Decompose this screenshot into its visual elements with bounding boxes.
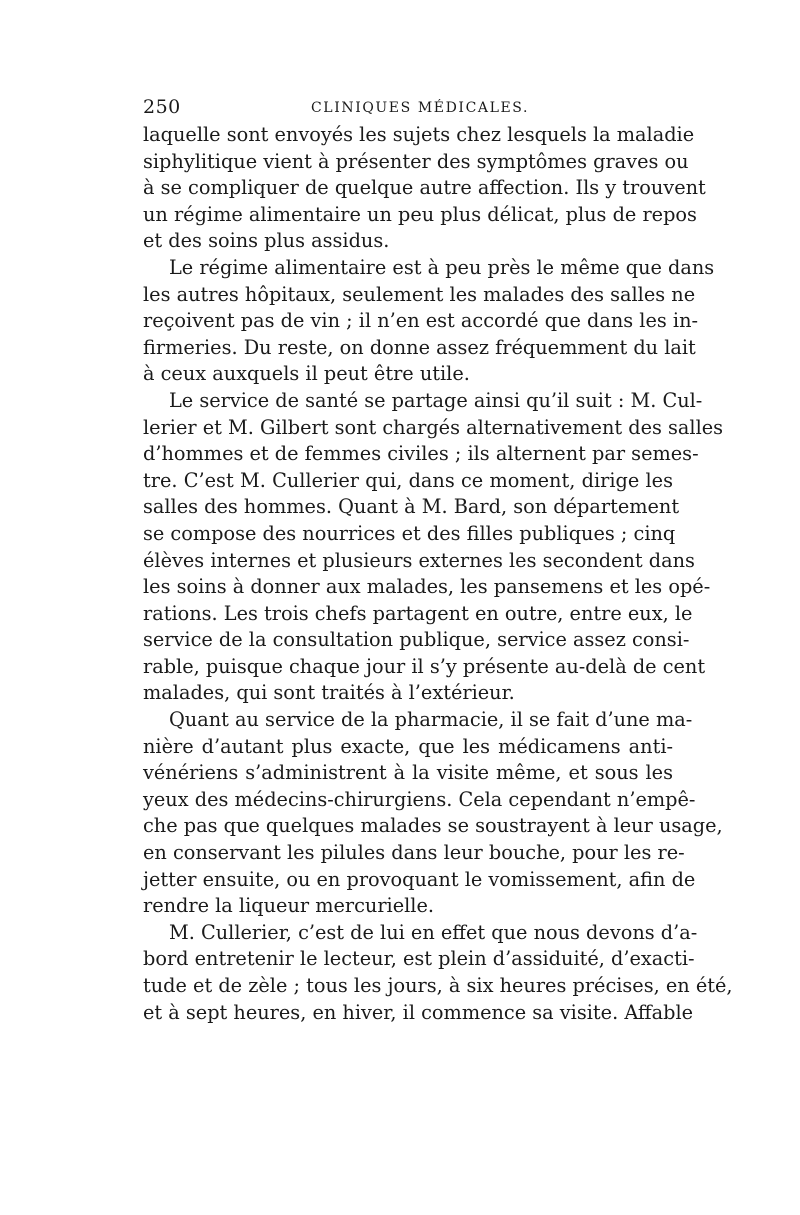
text-line: à se compliquer de quelque autre affection. Ils y trouvent <box>143 176 706 200</box>
text-line: tre. C’est M. Cullerier qui, dans ce moment, dirige les <box>143 468 673 492</box>
text-line: Le régime alimentaire est à peu près le même que dans <box>169 255 715 279</box>
text-line: rendre la liqueur mercurielle. <box>143 894 434 918</box>
text-line: Le service de santé se partage ainsi qu’il suit : M. Cul- <box>169 388 703 412</box>
text-line: et des soins plus assidus. <box>143 229 390 253</box>
text-line: salles des hommes. Quant à M. Bard, son département <box>143 495 680 519</box>
text-line: yeux des médecins-chirurgiens. Cela cependant n’empê- <box>143 787 696 811</box>
paragraph <box>143 255 715 388</box>
text-line: se compose des nourrices et des filles publiques ; cinq <box>143 521 676 545</box>
text-line: service de la consultation publique, service assez consi- <box>143 628 690 652</box>
text-line: rable, puisque chaque jour il s’y présente au-delà de cent <box>143 654 706 678</box>
text-line: Quant au service de la pharmacie, il se fait d’une ma- <box>169 708 693 732</box>
paragraph <box>143 122 706 255</box>
text-line: jetter ensuite, ou en provoquant le vomissement, afin de <box>143 867 696 891</box>
text-line: et à sept heures, en hiver, il commence sa visite. Affable <box>143 1000 694 1024</box>
page-number: 250 <box>143 96 181 118</box>
running-title: CLINIQUES MÉDICALES. <box>311 100 530 116</box>
text-line: rations. Les trois chefs partagent en outre, entre eux, le <box>143 601 693 625</box>
text-line: en conservant les pilules dans leur bouche, pour les re- <box>143 841 685 865</box>
text-line: lerier et M. Gilbert sont chargés alternativement des salles <box>143 415 724 439</box>
paragraph <box>143 707 723 920</box>
paragraph <box>143 388 724 707</box>
book-page <box>143 92 733 1026</box>
text-line: nière d’autant plus exacte, que les médicamens anti- <box>143 734 673 758</box>
text-line: malades, qui sont traités à l’extérieur. <box>143 681 515 705</box>
paragraph <box>143 920 733 1026</box>
text-line: d’hommes et de femmes civiles ; ils alternent par semes- <box>143 442 699 466</box>
text-line: à ceux auxquels il peut être utile. <box>143 362 470 386</box>
text-line: firmeries. Du reste, on donne assez fréquemment du lait <box>143 335 696 359</box>
text-line: reçoivent pas de vin ; il n’en est accordé que dans les in- <box>143 309 699 333</box>
text-line: M. Cullerier, c’est de lui en effet que nous devons d’a- <box>169 920 698 944</box>
text-line: les soins à donner aux malades, les pansemens et les opé- <box>143 575 711 599</box>
text-line: vénériens s’administrent à la visite même, et sous les <box>143 761 673 785</box>
text-line: laquelle sont envoyés les sujets chez lesquels la maladie <box>143 123 695 146</box>
text-line: les autres hôpitaux, seulement les malades des salles ne <box>143 282 696 306</box>
body-text <box>143 122 733 1026</box>
text-line: un régime alimentaire un peu plus délicat, plus de repos <box>143 202 697 226</box>
text-line: che pas que quelques malades se soustrayent à leur usage, <box>143 814 723 838</box>
running-head <box>143 92 673 122</box>
text-line: tude et de zèle ; tous les jours, à six heures précises, en été, <box>143 974 733 997</box>
text-line: bord entretenir le lecteur, est plein d’assiduité, d’exacti- <box>143 947 695 971</box>
text-line: élèves internes et plusieurs externes les secondent dans <box>143 548 695 572</box>
text-line: siphylitique vient à présenter des symptômes graves ou <box>143 149 689 173</box>
